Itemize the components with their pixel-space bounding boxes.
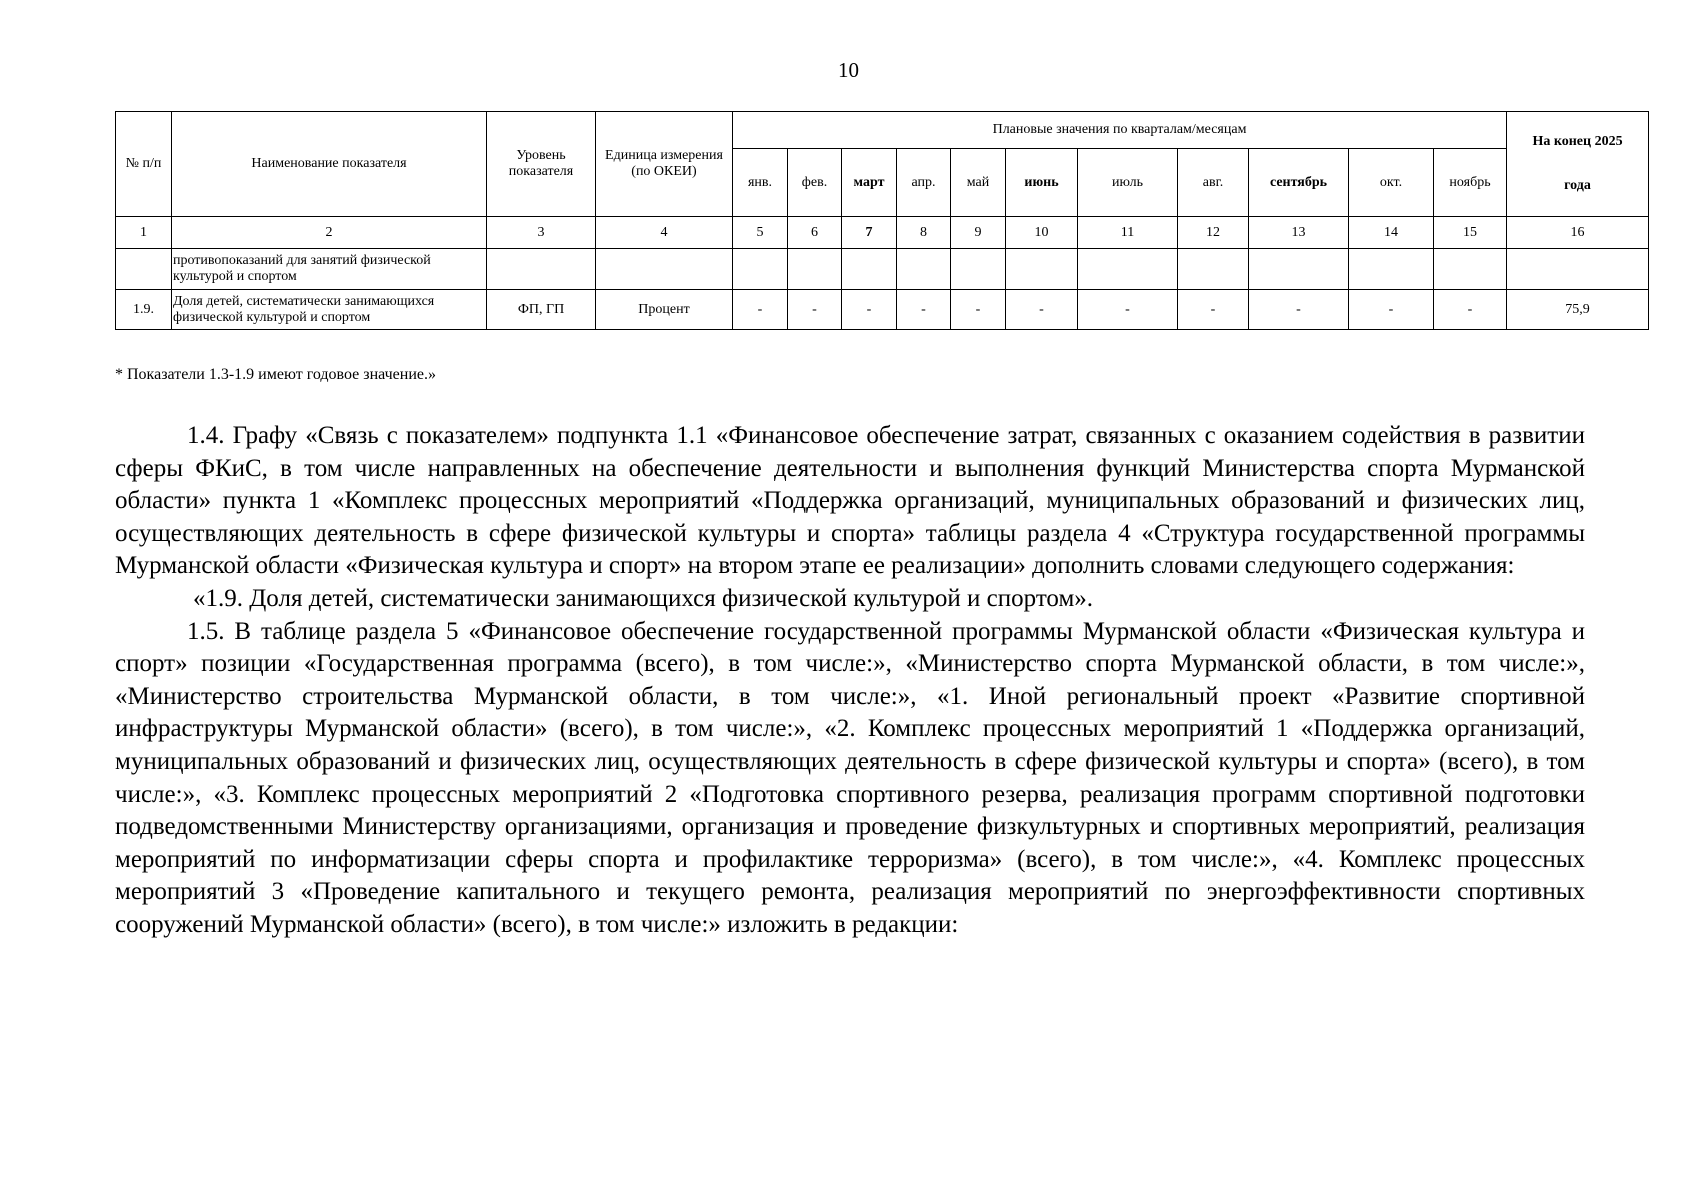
row-month-value xyxy=(1078,249,1178,290)
header-row-top xyxy=(116,112,1649,149)
row-name xyxy=(172,290,487,330)
row-end-value: 75,9 xyxy=(1507,290,1649,330)
indicators-table xyxy=(115,111,1649,330)
row-month-value xyxy=(1006,249,1078,290)
row-month-value: - xyxy=(1434,290,1507,330)
row-month-value: - xyxy=(951,290,1006,330)
month-header: фев. xyxy=(788,149,842,217)
table-row xyxy=(116,290,1649,330)
row-name-line1: противопоказаний для занятий физической xyxy=(173,253,431,268)
col-header-unit: Единица измерения (по ОКЕИ) xyxy=(596,112,733,217)
column-number: 16 xyxy=(1507,217,1649,249)
row-num: 1.9. xyxy=(116,290,172,330)
row-month-value xyxy=(897,249,951,290)
row-month-value: - xyxy=(1349,290,1434,330)
column-number: 7 xyxy=(842,217,897,249)
row-num xyxy=(116,249,172,290)
row-month-value xyxy=(1349,249,1434,290)
column-number: 3 xyxy=(487,217,596,249)
row-month-value xyxy=(733,249,788,290)
row-unit: Процент xyxy=(596,290,733,330)
month-header: март xyxy=(842,149,897,217)
row-month-value: - xyxy=(842,290,897,330)
col-header-name: Наименование показателя xyxy=(172,112,487,217)
row-month-value: - xyxy=(1006,290,1078,330)
row-month-value xyxy=(788,249,842,290)
column-number: 4 xyxy=(596,217,733,249)
month-header: янв. xyxy=(733,149,788,217)
row-level: ФП, ГП xyxy=(487,290,596,330)
month-header: сентябрь xyxy=(1249,149,1349,217)
table-footnote: * Показатели 1.3-1.9 имеют годовое значение.» xyxy=(115,366,436,383)
col-header-end-line1: На конец 2025 xyxy=(1532,134,1623,149)
column-number: 12 xyxy=(1178,217,1249,249)
row-month-value xyxy=(1178,249,1249,290)
column-number: 13 xyxy=(1249,217,1349,249)
column-number: 6 xyxy=(788,217,842,249)
row-end-value xyxy=(1507,249,1649,290)
row-month-value: - xyxy=(788,290,842,330)
column-number: 15 xyxy=(1434,217,1507,249)
row-name-line2: культурой и спортом xyxy=(173,269,297,284)
col-header-end-line2: года xyxy=(1564,178,1591,193)
paragraph-1-4: 1.4. Графу «Связь с показателем» подпункта 1.1 «Финансовое обеспечение затрат, связанных с оказанием содействия в развитии сферы ФКиС, в том числе направленных на обеспечение деятельности и выполнения функций Министерства спорта Мурманской области» пункта 1 «Комплекс процессных мероприятий «Поддержка организаций, муниципальных образований и физических лиц, осуществляющих деятельность в сфере физической культуры и спорта» таблицы раздела 4 «Структура государственной программы Мурманской области «Физическая культура и спорт» на втором этапе ее реализации» дополнить словами следующего содержания: xyxy=(115,422,1585,580)
paragraph-1-5: 1.5. В таблице раздела 5 «Финансовое обеспечение государственной программы Мурманской области «Физическая культура и спорт» позиции «Государственная программа (всего), в том числе:», «Министерство спорта Мурманской области, в том числе:», «Министерство строительства Мурманской области, в том числе:», «1. Иной региональный проект «Развитие спортивной инфраструктуры Мурманской области» (всего), в том числе:», «2. Комплекс процессных мероприятий 1 «Поддержка организаций, муниципальных образований и физических лиц, осуществляющих деятельность в сфере физической культуры и спорта» (всего), в том числе:», «3. Комплекс процессных мероприятий 2 «Подготовка спортивного резерва, реализация программ спортивной подготовки подведомственными Министерству организациями, организация и проведение физкультурных и спортивных мероприятий, реализация мероприятий по информатизации сферы спорта и профилактике терроризма» (всего), в том числе:», «4. Комплекс процессных мероприятий 3 «Проведение капитального и текущего ремонта, реализация мероприятий по энергоэффективности спортивных сооружений Мурманской области» (всего), в том числе:» изложить в редакции: xyxy=(115,617,1585,938)
table-row xyxy=(116,249,1649,290)
column-number: 8 xyxy=(897,217,951,249)
column-number: 10 xyxy=(1006,217,1078,249)
month-header: ноябрь xyxy=(1434,149,1507,217)
row-month-value xyxy=(1249,249,1349,290)
col-header-end xyxy=(1507,112,1649,217)
row-unit xyxy=(596,249,733,290)
month-header: июнь xyxy=(1006,149,1078,217)
row-month-value: - xyxy=(733,290,788,330)
column-number: 14 xyxy=(1349,217,1434,249)
col-header-level: Уровень показателя xyxy=(487,112,596,217)
column-number: 1 xyxy=(116,217,172,249)
month-header: окт. xyxy=(1349,149,1434,217)
row-level xyxy=(487,249,596,290)
row-month-value: - xyxy=(897,290,951,330)
column-number: 5 xyxy=(733,217,788,249)
month-header: апр. xyxy=(897,149,951,217)
column-number-row xyxy=(116,217,1649,249)
row-month-value xyxy=(842,249,897,290)
month-header: июль xyxy=(1078,149,1178,217)
row-name-line2: физической культурой и спортом xyxy=(173,309,371,325)
body-text xyxy=(115,420,1585,942)
row-month-value xyxy=(1434,249,1507,290)
page-number: 10 xyxy=(838,58,859,82)
month-header: май xyxy=(951,149,1006,217)
row-name-line1: Доля детей, систематически занимающихся xyxy=(173,293,435,309)
paragraph-quote: «1.9. Доля детей, систематически занимающихся физической культурой и спортом». xyxy=(193,584,1094,612)
col-header-plan: Плановые значения по кварталам/месяцам xyxy=(733,112,1507,149)
col-header-num: № п/п xyxy=(116,112,172,217)
month-header: авг. xyxy=(1178,149,1249,217)
column-number: 2 xyxy=(172,217,487,249)
row-month-value xyxy=(951,249,1006,290)
row-month-value: - xyxy=(1078,290,1178,330)
row-name xyxy=(172,249,487,290)
row-month-value: - xyxy=(1178,290,1249,330)
row-month-value: - xyxy=(1249,290,1349,330)
column-number: 11 xyxy=(1078,217,1178,249)
column-number: 9 xyxy=(951,217,1006,249)
